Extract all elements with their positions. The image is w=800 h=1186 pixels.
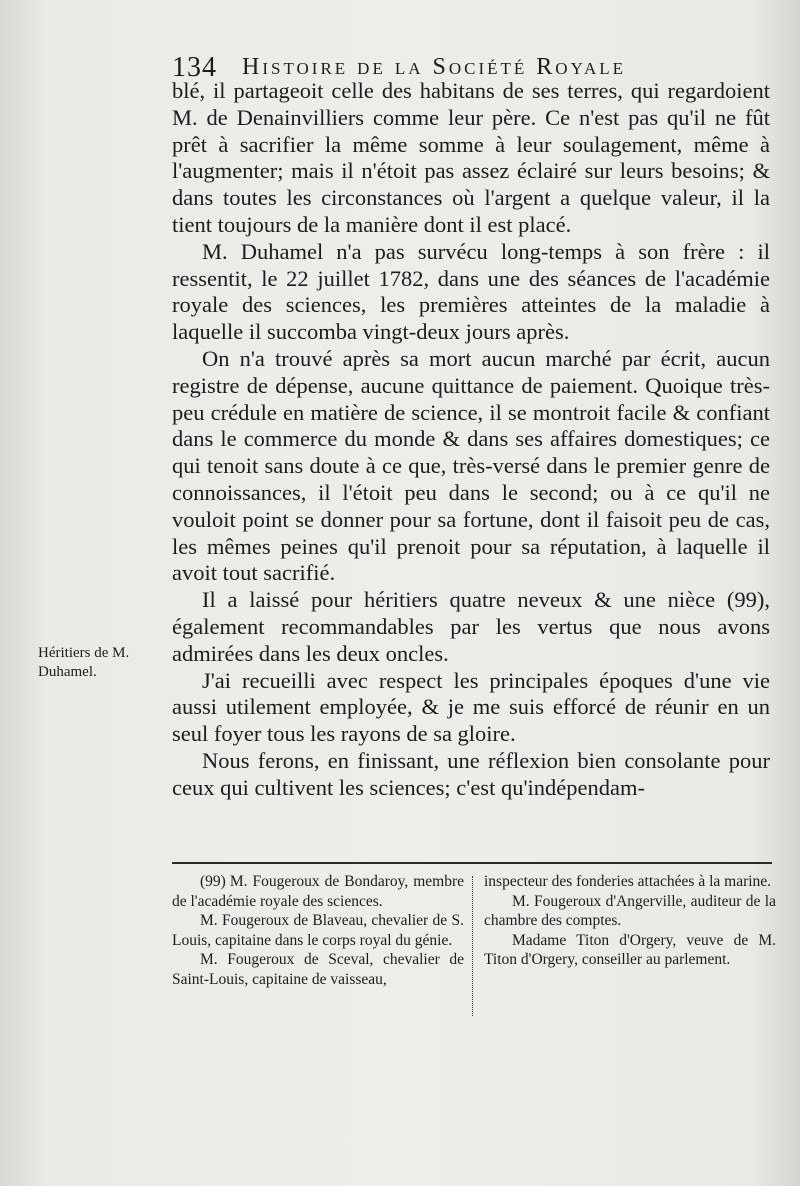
running-head: Histoire de la Société Royale (242, 54, 627, 80)
paragraph: On n'a trouvé après sa mort aucun marché par écrit, aucun registre de dépense, aucune quittance de paiement. Quoique très-peu crédule en matière de science, il se montroit facile & confiant dans le commerce du monde & dans ses affaires domestiques; ce qui tenoit sans doute à ce que, très-versé dans le premier genre de connoissances, il l'étoit peu dans le second; ou à ce qu'il ne vouloit point se donner pour sa fortune, dont il faisoit peu de cas, les mêmes peines qu'il prenoit pour sa réputation, à laquelle il avoit tout sacrifié. (172, 345, 770, 586)
footnote-text: M. Fougeroux de Sceval, chevalier de Saint-Louis, capitaine de vaisseau, (172, 951, 464, 988)
footnote-ref: (99) (200, 873, 226, 890)
footnote-rule (172, 862, 772, 864)
footnote-text: M. Fougeroux de Bondaroy, membre de l'académie royale des sciences. (172, 873, 464, 910)
paragraph: Nous ferons, en finissant, une réflexion bien consolante pour ceux qui cultivent les sciences; c'est qu'indépendam- (172, 747, 770, 800)
footnote-text: Madame Titon d'Orgery, veuve de M. Titon d'Orgery, conseiller au parlement. (484, 931, 776, 968)
paragraph: J'ai recueilli avec respect les principales époques d'une vie aussi utilement employée, & je me suis efforcé de réunir en un seul foyer tous les rayons de sa gloire. (172, 667, 770, 747)
paragraph: blé, il partageoit celle des habitans de ses terres, qui regardoient M. de Denainvilliers comme leur père. Ce n'est pas qu'il ne fût prêt à sacrifier la même somme à leur soulagement, même à l'augmenter; mais il n'étoit pas assez éclairé sur leurs besoins; & dans toutes les circonstances où l'argent a quelque valeur, il la tient toujours de la manière dont il est placé. (172, 78, 770, 237)
footnote-column-divider (472, 876, 474, 1016)
main-text (172, 78, 770, 802)
footnote-column-left (172, 872, 464, 989)
footnote-entry (484, 931, 776, 970)
footnote-text: M. Fougeroux de Blaveau, chevalier de S. Louis, capitaine dans le corps royal du génie. (172, 912, 464, 949)
footnote-entry (172, 872, 464, 911)
margin-note-line: Héritiers de M. (38, 645, 130, 661)
footnotes (172, 872, 780, 1022)
footnote-entry (484, 892, 776, 931)
footnote-entry (172, 950, 464, 989)
paragraph: Il a laissé pour héritiers quatre neveux & une nièce (99), également recommandables par les vertus que nous avons admirées dans les deux oncles. (172, 587, 770, 666)
margin-note (38, 644, 168, 682)
footnote-entry (484, 872, 776, 892)
footnote-text: M. Fougeroux d'Angerville, auditeur de la chambre des comptes. (484, 892, 776, 929)
page-number: 134 (172, 52, 217, 83)
margin-note-line: Duhamel. (38, 664, 97, 680)
footnote-text: inspecteur des fonderies attachées à la marine. (484, 873, 772, 890)
paragraph: M. Duhamel n'a pas survécu long-temps à son frère : il ressentit, le 22 juillet 1782, dans une des séances de l'académie royale des sciences, les premières atteintes de la maladie à laquelle il succomba vingt-deux jours après. (172, 238, 770, 345)
footnote-entry (172, 911, 464, 950)
footnote-column-right (484, 872, 776, 970)
